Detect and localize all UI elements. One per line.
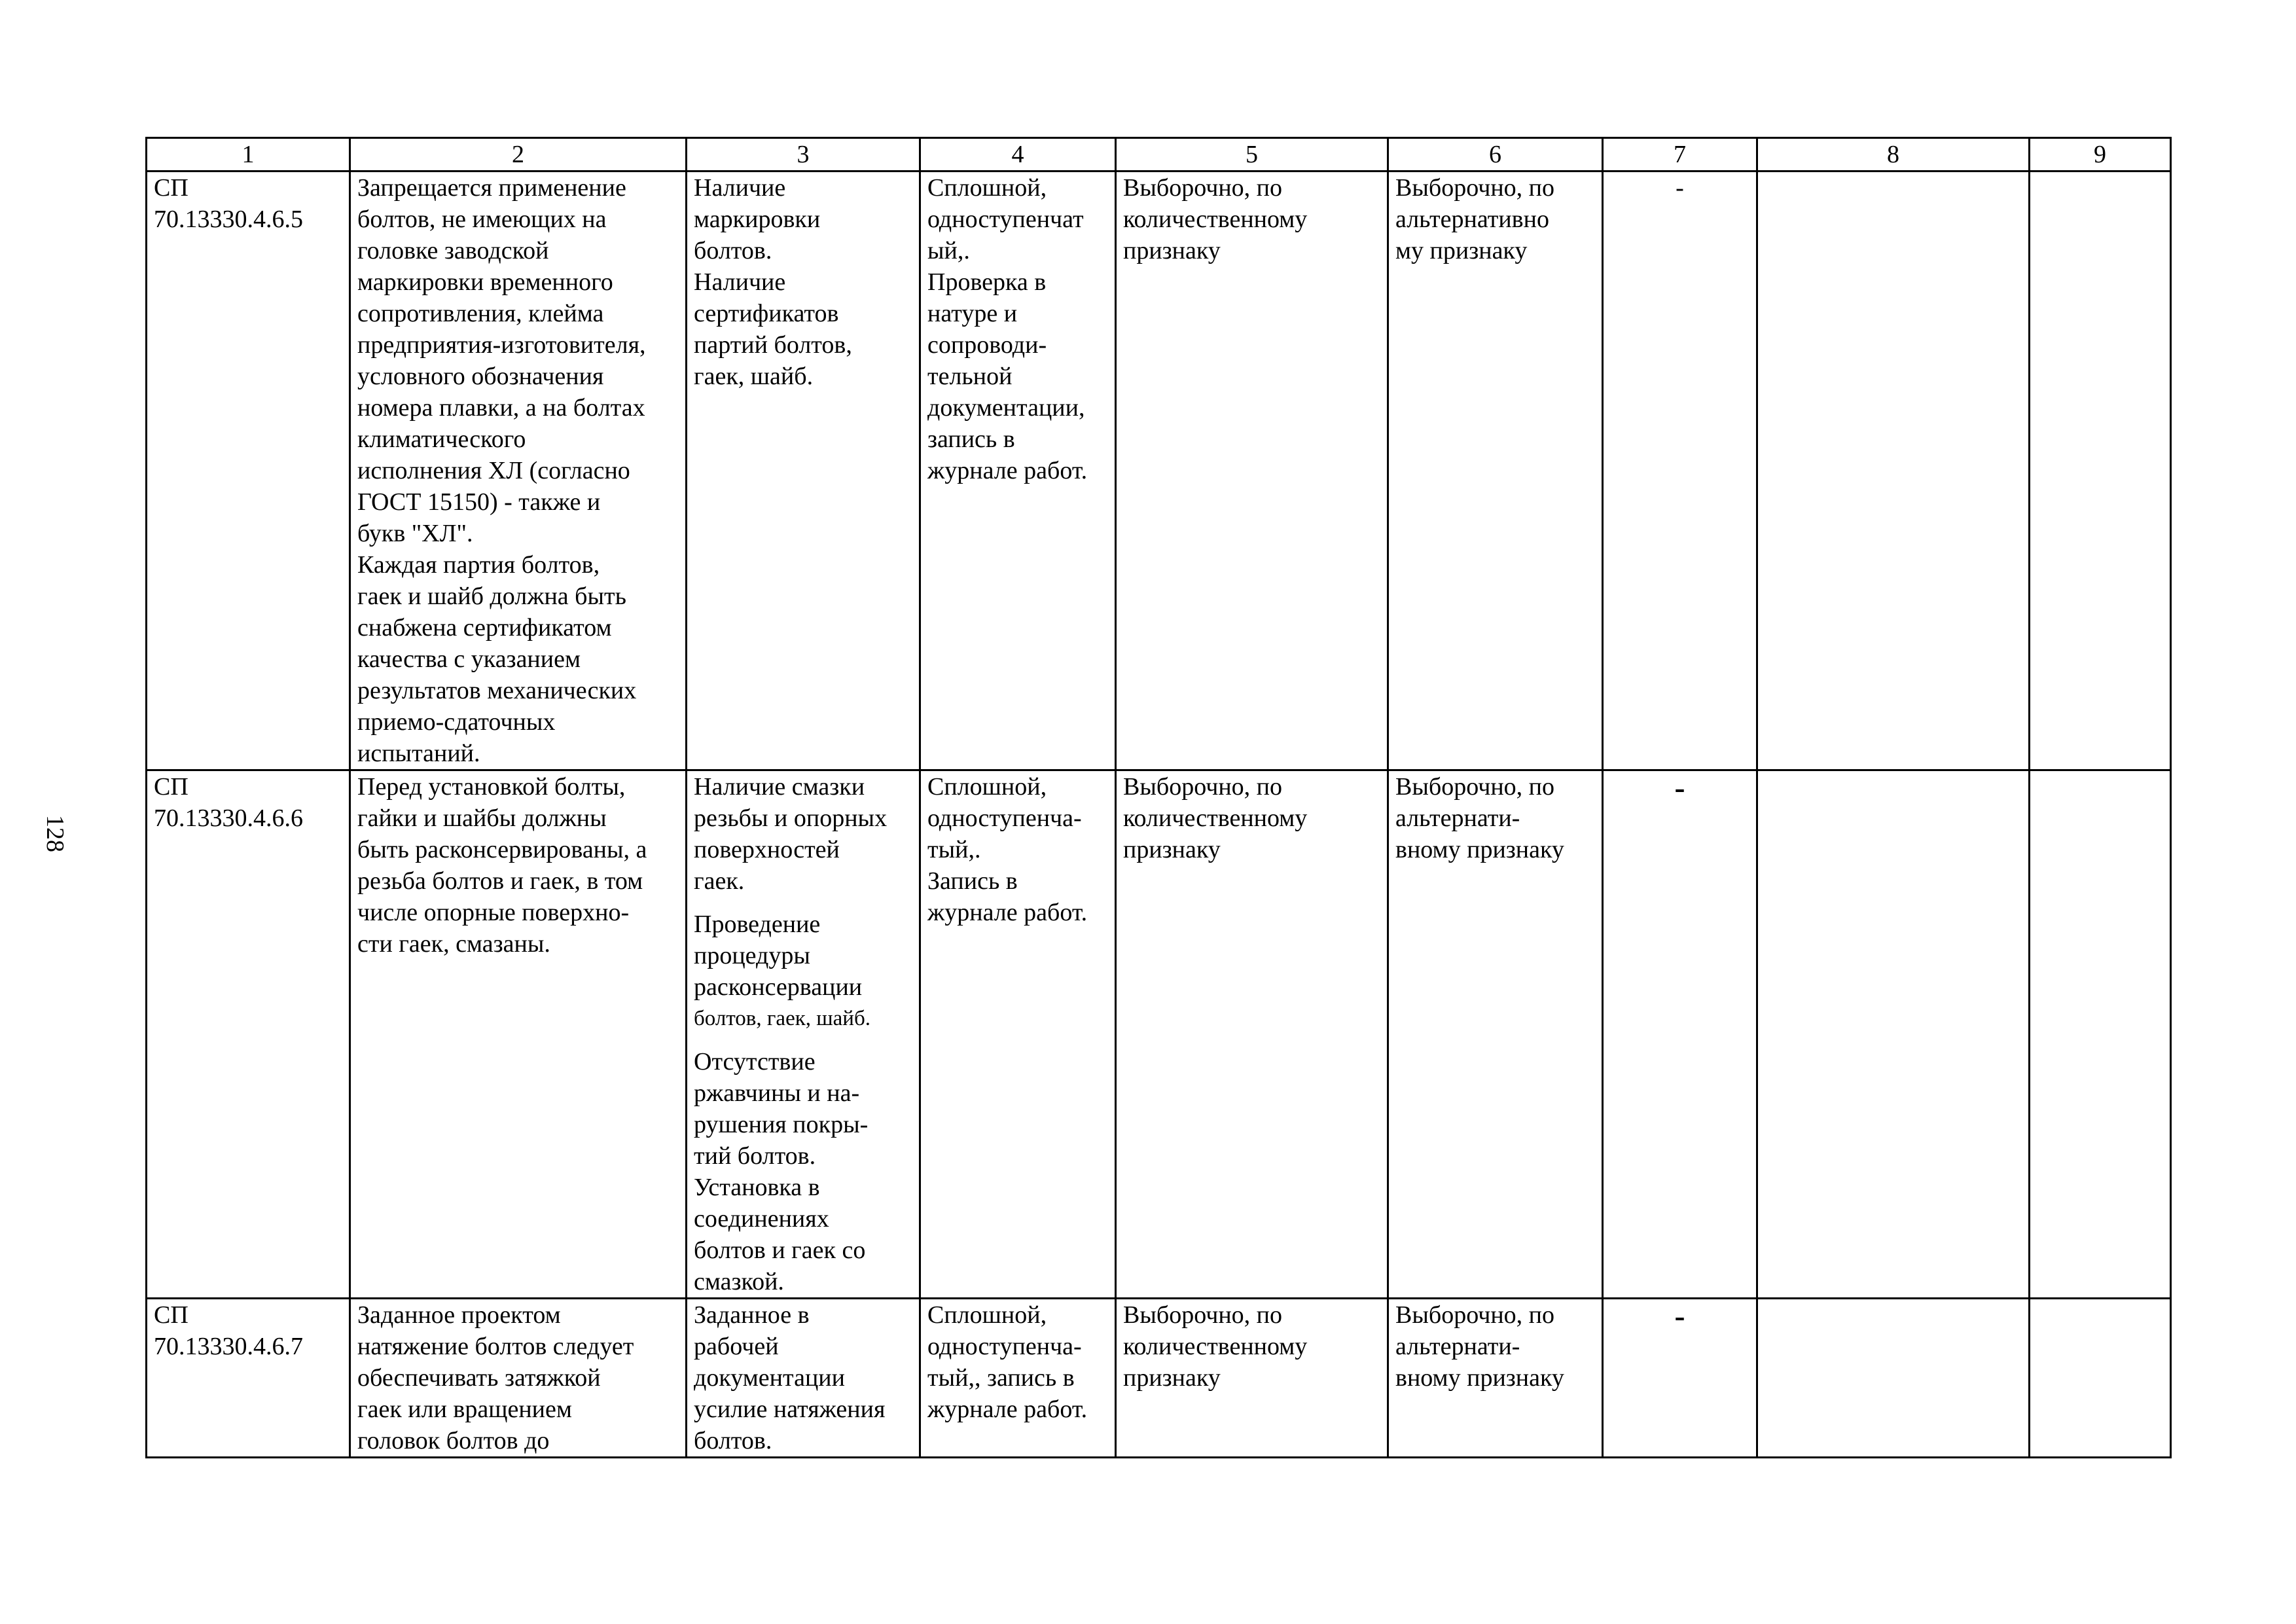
cell-line: качества с указанием [357, 645, 581, 673]
cell-line: Сплошной, [927, 773, 1047, 801]
cell-control-subject [687, 770, 920, 1299]
cell-col8 [1757, 1299, 2030, 1458]
cell-line: Заданное в [694, 1301, 810, 1329]
cell-line-small: болтов, гаек, шайб. [694, 1007, 871, 1030]
cell-col7: - [1603, 171, 1757, 770]
cell-line: Выборочно, по [1123, 773, 1283, 801]
cell-requirement [350, 1299, 687, 1458]
cell-line: резьбы и опорных [694, 804, 888, 832]
cell-line: Установка в [694, 1174, 820, 1201]
cell-line: альтернати- [1395, 804, 1520, 832]
cell-sampling-5 [1116, 171, 1388, 770]
cell-col9 [2030, 171, 2171, 770]
cell-line: рабочей [694, 1333, 779, 1360]
cell-line: Запись в [927, 867, 1018, 895]
cell-line: Наличие смазки [694, 773, 865, 801]
cell-line: рушения покры- [694, 1111, 869, 1138]
cell-line: партий болтов, [694, 331, 852, 359]
cell-control-subject [687, 171, 920, 770]
cell-line: климатического [357, 425, 526, 453]
cell-line: документации [694, 1364, 845, 1392]
header-cell-3: 3 [687, 138, 920, 171]
cell-line: Сплошной, [927, 1301, 1047, 1329]
cell-reference [147, 770, 350, 1299]
cell-col8 [1757, 171, 2030, 770]
cell-col7 [1603, 770, 1757, 1299]
cell-line: болтов, не имеющих на [357, 206, 607, 233]
cell-line: соединениях [694, 1205, 829, 1233]
cell-line: условного обозначения [357, 363, 604, 390]
cell-line: натяжение болтов следует [357, 1333, 634, 1360]
cell-line: тый,, запись в [927, 1364, 1075, 1392]
cell-line: предприятия-изготовителя, [357, 331, 646, 359]
cell-line: 70.13330.4.6.5 [154, 206, 303, 233]
cell-line: номера плавки, а на болтах [357, 394, 645, 422]
cell-line: Сплошной, [927, 174, 1047, 202]
cell-line: СП [154, 174, 188, 202]
cell-line: Проведение [694, 911, 821, 938]
cell-line: маркировки временного [357, 268, 613, 296]
cell-line: числе опорные поверхно- [357, 899, 630, 926]
table-row [147, 770, 2171, 1299]
cell-reference [147, 171, 350, 770]
header-row [147, 138, 2171, 171]
dash-mark: - [1674, 770, 1685, 805]
cell-line: резьба болтов и гаек, в том [357, 867, 643, 895]
cell-line: быть расконсервированы, а [357, 836, 647, 863]
cell-line: Выборочно, по [1123, 1301, 1283, 1329]
cell-line: гаек, шайб. [694, 363, 814, 390]
table-row [147, 1299, 2171, 1458]
cell-line: головке заводской [357, 237, 549, 264]
cell-line: журнале работ. [927, 899, 1088, 926]
cell-line: количественному [1123, 1333, 1308, 1360]
cell-line: исполнения ХЛ (согласно [357, 457, 630, 484]
cell-control-subject [687, 1299, 920, 1458]
cell-line: сопротивления, клейма [357, 300, 604, 327]
header-cell-2: 2 [350, 138, 687, 171]
cell-line: Выборочно, по [1395, 773, 1555, 801]
cell-line: букв "ХЛ". [357, 520, 473, 547]
cell-line: вному признаку [1395, 1364, 1564, 1392]
cell-line: признаку [1123, 237, 1221, 264]
cell-line: сти гаек, смазаны. [357, 930, 550, 958]
cell-sampling-6 [1388, 171, 1603, 770]
cell-control-method [920, 171, 1116, 770]
header-cell-4: 4 [920, 138, 1116, 171]
header-cell-5: 5 [1116, 138, 1388, 171]
cell-line: результатов механических [357, 677, 637, 704]
paragraph-gap [694, 1034, 912, 1046]
cell-line: СП [154, 773, 188, 801]
cell-line: снабжена сертификатом [357, 614, 612, 641]
cell-line: расконсервации [694, 973, 863, 1001]
cell-line: запись в [927, 425, 1015, 453]
cell-line: гаек или вращением [357, 1396, 572, 1423]
cell-control-method [920, 770, 1116, 1299]
cell-line: испытаний. [357, 740, 480, 767]
cell-sampling-6 [1388, 770, 1603, 1299]
cell-line: Отсутствие [694, 1048, 816, 1075]
cell-line: Наличие [694, 174, 786, 202]
cell-line: тельной [927, 363, 1013, 390]
cell-line: поверхностей [694, 836, 840, 863]
cell-line: болтов. [694, 1427, 772, 1454]
cell-line: Проверка в [927, 268, 1047, 296]
inspection-table [145, 137, 2172, 1458]
cell-line: ржавчины и на- [694, 1079, 860, 1107]
cell-line: Наличие [694, 268, 786, 296]
cell-line: головок болтов до [357, 1427, 550, 1454]
header-cell-8: 8 [1757, 138, 2030, 171]
table-row [147, 171, 2171, 770]
cell-line: 70.13330.4.6.6 [154, 804, 303, 832]
cell-line: одноступенча- [927, 804, 1082, 832]
cell-line: одноступенчат [927, 206, 1084, 233]
cell-col7 [1603, 1299, 1757, 1458]
header-cell-1: 1 [147, 138, 350, 171]
paragraph-gap [694, 897, 912, 909]
cell-line: Выборочно, по [1395, 1301, 1555, 1329]
cell-line: процедуры [694, 942, 810, 969]
cell-line: вному признаку [1395, 836, 1564, 863]
header-cell-6: 6 [1388, 138, 1603, 171]
cell-line: признаку [1123, 836, 1221, 863]
cell-line: СП [154, 1301, 188, 1329]
cell-line: одноступенча- [927, 1333, 1082, 1360]
cell-line: альтернативно [1395, 206, 1549, 233]
cell-line: 70.13330.4.6.7 [154, 1333, 303, 1360]
cell-line: гайки и шайбы должны [357, 804, 607, 832]
cell-reference [147, 1299, 350, 1458]
cell-line: признаку [1123, 1364, 1221, 1392]
cell-line: Выборочно, по [1123, 174, 1283, 202]
cell-line: Перед установкой болты, [357, 773, 626, 801]
cell-line: журнале работ. [927, 1396, 1088, 1423]
header-cell-9: 9 [2030, 138, 2171, 171]
cell-sampling-5 [1116, 770, 1388, 1299]
cell-line: болтов и гаек со [694, 1236, 866, 1264]
cell-line: смазкой. [694, 1268, 784, 1295]
page-number: 128 [41, 815, 69, 852]
cell-requirement [350, 171, 687, 770]
cell-line: сертификатов [694, 300, 839, 327]
cell-line: Выборочно, по [1395, 174, 1555, 202]
cell-line: ый,. [927, 237, 970, 264]
cell-col9 [2030, 1299, 2171, 1458]
cell-line: обеспечивать затяжкой [357, 1364, 601, 1392]
cell-col9 [2030, 770, 2171, 1299]
cell-line: Каждая партия болтов, [357, 551, 600, 579]
cell-line: усилие натяжения [694, 1396, 886, 1423]
cell-line: му признаку [1395, 237, 1528, 264]
cell-line: тый,. [927, 836, 981, 863]
cell-requirement [350, 770, 687, 1299]
dash-mark: - [1674, 1299, 1685, 1333]
cell-line: альтернати- [1395, 1333, 1520, 1360]
cell-line: тий болтов. [694, 1142, 816, 1170]
cell-line: количественному [1123, 804, 1308, 832]
cell-sampling-5 [1116, 1299, 1388, 1458]
cell-line: журнале работ. [927, 457, 1088, 484]
cell-line: Запрещается применение [357, 174, 626, 202]
cell-line: документации, [927, 394, 1085, 422]
cell-sampling-6 [1388, 1299, 1603, 1458]
cell-line: маркировки [694, 206, 821, 233]
cell-col8 [1757, 770, 2030, 1299]
cell-line: болтов. [694, 237, 772, 264]
cell-line: ГОСТ 15150) - также и [357, 488, 601, 516]
cell-line: сопроводи- [927, 331, 1047, 359]
cell-control-method [920, 1299, 1116, 1458]
cell-line: количественному [1123, 206, 1308, 233]
cell-line: приемо-сдаточных [357, 708, 556, 736]
cell-line: Заданное проектом [357, 1301, 561, 1329]
cell-line: гаек и шайб должна быть [357, 583, 626, 610]
cell-line: натуре и [927, 300, 1018, 327]
cell-line: гаек. [694, 867, 745, 895]
header-cell-7: 7 [1603, 138, 1757, 171]
